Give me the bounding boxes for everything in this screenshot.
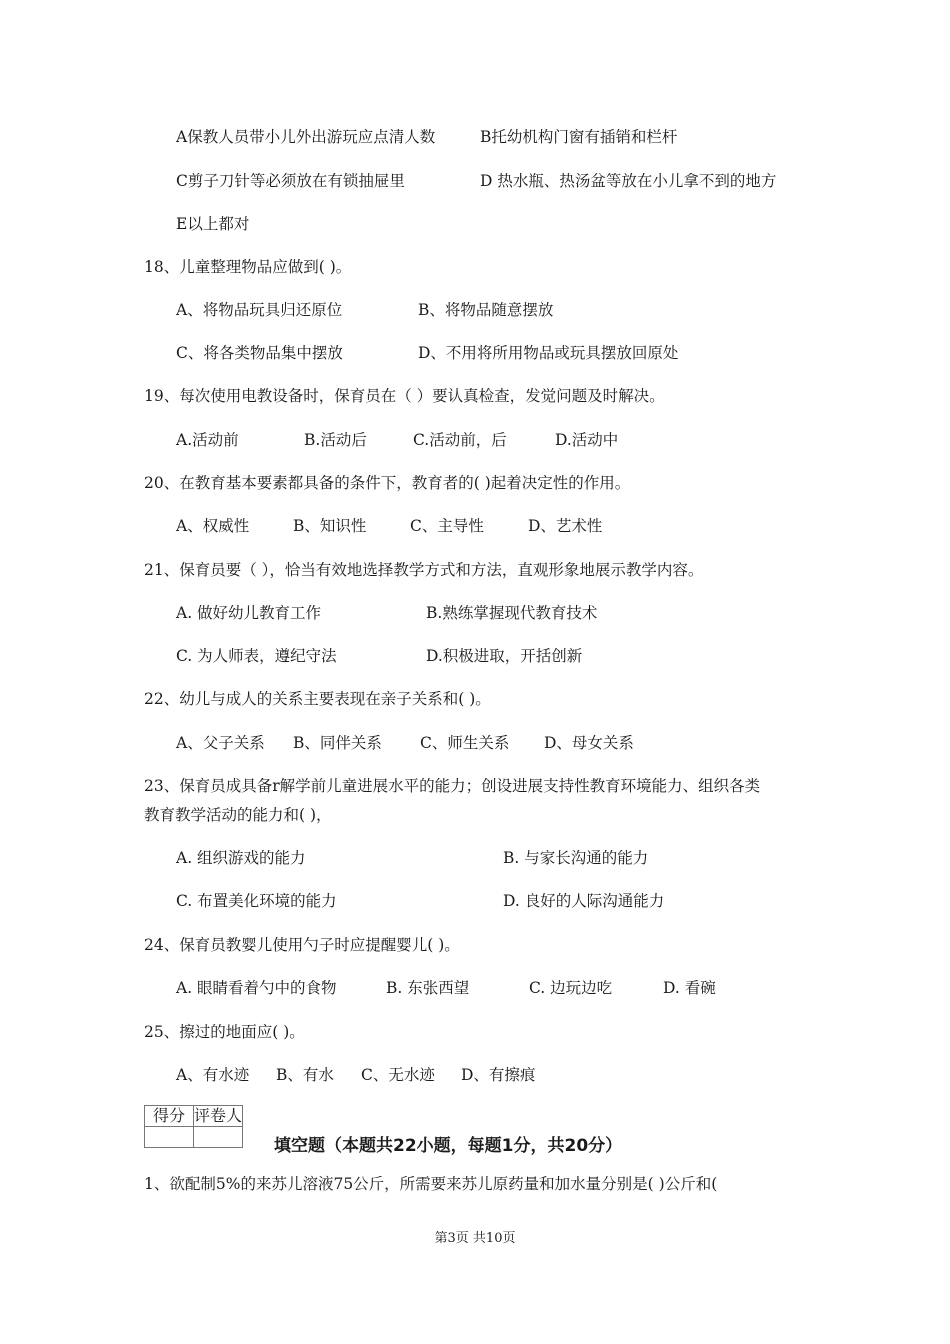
- page-footer: 第3页 共10页: [434, 1231, 516, 1246]
- option-text: C、主导性: [410, 517, 484, 535]
- option-text: C. 边玩边吃: [529, 979, 613, 997]
- option-text: B.熟练掌握现代教育技术: [426, 604, 598, 622]
- option-text: D、母女关系: [544, 734, 634, 752]
- option-text: B、同伴关系: [293, 734, 382, 752]
- option-text: B托幼机构门窗有插销和栏杆: [480, 128, 678, 146]
- question-line: A. 做好幼儿教育工作: [176, 604, 322, 622]
- question-line: 19、每次使用电教设备时，保育员在（ ）要认真检查，发觉问题及时解决。: [144, 387, 665, 405]
- question-line: A、权威性: [176, 517, 250, 535]
- grader-cell: [194, 1127, 243, 1148]
- section-title: 填空题（本题共22小题，每题1分，共20分）: [274, 1136, 623, 1156]
- question-line: 23、保育员成具备r解学前儿童进展水平的能力；创设进展支持性教育环境能力、组织各类: [144, 777, 761, 795]
- question-line: 1、欲配制5%的来苏儿溶液75公斤，所需要来苏儿原药量和加水量分别是( )公斤和(: [144, 1175, 718, 1193]
- question-line: C. 布置美化环境的能力: [176, 892, 337, 910]
- option-text: D、艺术性: [528, 517, 603, 535]
- question-line: C剪子刀针等必须放在有锁抽屉里: [176, 172, 405, 190]
- option-text: D、不用将所用物品或玩具摆放回原处: [418, 344, 679, 362]
- option-text: D、有擦痕: [461, 1066, 536, 1084]
- option-text: D.积极进取，开括创新: [426, 647, 583, 665]
- question-line: A.活动前: [176, 431, 239, 449]
- question-line: 22、幼儿与成人的关系主要表现在亲子关系和( )。: [144, 690, 491, 708]
- option-text: C.活动前，后: [413, 431, 507, 449]
- option-text: D.活动中: [555, 431, 619, 449]
- option-text: D. 良好的人际沟通能力: [503, 892, 665, 910]
- option-text: B. 东张西望: [386, 979, 470, 997]
- question-line: 18、儿童整理物品应做到( )。: [144, 258, 352, 276]
- option-text: B.活动后: [304, 431, 367, 449]
- question-line: A保教人员带小儿外出游玩应点清人数: [176, 128, 436, 146]
- score-label: 得分: [145, 1106, 194, 1127]
- option-text: D. 看碗: [663, 979, 716, 997]
- question-line: 21、保育员要（ ），恰当有效地选择教学方式和方法，直观形象地展示教学内容。: [144, 561, 704, 579]
- option-text: D 热水瓶、热汤盆等放在小儿拿不到的地方: [480, 172, 777, 190]
- question-line: A. 眼睛看着勺中的食物: [176, 979, 337, 997]
- option-text: B. 与家长沟通的能力: [503, 849, 649, 867]
- question-line: C、将各类物品集中摆放: [176, 344, 343, 362]
- score-table: [144, 1105, 243, 1148]
- option-text: B、知识性: [293, 517, 367, 535]
- question-line: 教育教学活动的能力和( )，: [144, 806, 332, 824]
- option-text: B、有水: [276, 1066, 334, 1084]
- question-line: 25、擦过的地面应( )。: [144, 1023, 305, 1041]
- question-line: A. 组织游戏的能力: [176, 849, 306, 867]
- option-text: B、将物品随意摆放: [418, 301, 554, 319]
- question-line: 24、保育员教婴儿使用勺子时应提醒婴儿( )。: [144, 936, 460, 954]
- question-line: A、有水迹: [176, 1066, 250, 1084]
- question-line: A、父子关系: [176, 734, 265, 752]
- question-line: A、将物品玩具归还原位: [176, 301, 343, 319]
- question-line: C. 为人师表，遵纪守法: [176, 647, 337, 665]
- question-line: E以上都对: [176, 215, 250, 233]
- option-text: C、无水迹: [361, 1066, 435, 1084]
- score-cell: [145, 1127, 194, 1148]
- grader-label: 评卷人: [194, 1106, 243, 1125]
- question-line: 20、在教育基本要素都具备的条件下，教育者的( )起着决定性的作用。: [144, 474, 631, 492]
- option-text: C、师生关系: [420, 734, 510, 752]
